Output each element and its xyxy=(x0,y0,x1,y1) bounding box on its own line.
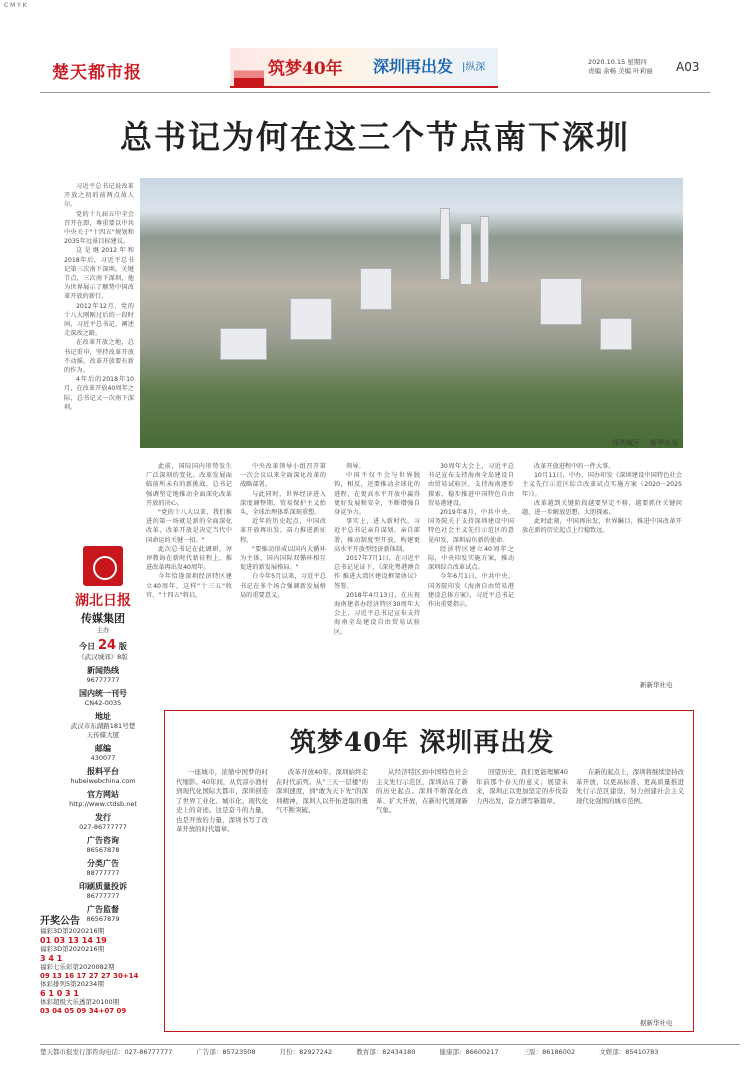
today-label: 今日 xyxy=(79,642,96,651)
headline: 总书记为何在这三个节点南下深圳 xyxy=(119,118,630,156)
sidebar-today xyxy=(68,638,138,653)
article-para: 近年的历史起点，中国改革开放再出发，奋力推进新征程。 xyxy=(240,518,326,544)
article-col-2 xyxy=(146,462,232,692)
article-para: "要推动形成以国内大循环为主体，国内国际双循环相互促进的新发展格局。" xyxy=(240,545,326,572)
print: 86777777 xyxy=(86,892,120,900)
article-col-5 xyxy=(428,462,514,692)
feature-col-4 xyxy=(476,768,568,1018)
lottery-5-title: 体彩超级大乐透第20100期 xyxy=(40,998,120,1006)
ad: 86567878 xyxy=(86,846,120,854)
feature-col-1 xyxy=(176,768,268,1018)
hotline: 96777777 xyxy=(86,676,120,684)
article-para: 2017年7月1日，在习近平总书记见证下，《深化粤港澳合作 推进大湾区建设框架协议》签署。 xyxy=(334,555,420,590)
lottery-box xyxy=(40,912,140,1015)
feature-title: 筑梦40年 深圳再出发 xyxy=(290,728,555,758)
footer-item: 三版：86186002 xyxy=(522,1048,576,1056)
adv-head: 广告监督 xyxy=(87,905,119,914)
footer-item: 教育部：82434180 xyxy=(356,1048,416,1056)
feature-para: 改革开放40年，深圳始终走在时代前列。从"三天一层楼"的深圳速度，到"敢为天下先"的深圳精神，深圳人以开拓进取的勇气不断突破。 xyxy=(276,768,368,814)
lottery-4-nums: 6 1 0 3 1 xyxy=(40,989,79,998)
article-para: 中国不仅不会与世界脱钩，相反，还要推动全球化的进程，在更高水平开放中赢得更好发展和安全，不断增强自身竞争力。 xyxy=(334,472,420,517)
lottery-3-title: 福彩七乐彩第2020082期 xyxy=(40,963,115,971)
photo-credit: 新华社发 xyxy=(650,439,679,447)
pages-unit: 版 xyxy=(118,642,127,651)
cls: 88777777 xyxy=(86,869,120,877)
banner-title-1: 筑梦40年 xyxy=(268,59,343,79)
lottery-4-title: 体彩排列5第20234期 xyxy=(40,980,104,988)
issue-date: 2020.10.15 星期四 xyxy=(588,58,647,66)
article-col-4 xyxy=(334,462,420,692)
zip: 430077 xyxy=(90,754,116,762)
dist-head: 发行 xyxy=(95,813,111,822)
lottery-1-title: 福彩3D第2020216期 xyxy=(40,927,105,935)
photo-building xyxy=(220,328,267,360)
article-para: 改革开放进程中的一件大事。 xyxy=(534,463,615,470)
feature-para: 在新的起点上，深圳将继续坚持改革开放，以更高标准、更高质量推进先行示范区建设，努力创建社会主义现代化强国的城市范例。 xyxy=(576,768,684,805)
lottery-3-nums: 09 13 16 17 27 27 30+14 xyxy=(40,972,139,980)
footer-item: 广告部：85723508 xyxy=(196,1048,256,1056)
report-head: 报料平台 xyxy=(87,767,119,776)
article-para: "党的十八大以来，我们推进的第一场就是新的全面深化改革，改革开放是决定当代中国命运的关键一招。" xyxy=(146,509,232,544)
article-para: 经济特区建立40周年之际，中央印发实施方案，推动深圳综合改革试点。 xyxy=(428,545,514,572)
feature-col-2 xyxy=(276,768,368,1018)
article-para: 党的十九届五中全会召开在即，尊重要以中共中央关于"十四五"规划和2035年远景目标建议。 xyxy=(64,210,134,246)
cls-head: 分类广告 xyxy=(87,859,119,868)
issue-editors: 责编 余畅 美编 叶莉丽 xyxy=(588,67,653,75)
adv: 86567879 xyxy=(86,915,120,923)
article-para: 此时此刻，中国再出发，世界瞩目，推进中国改革开放在新的历史起点上行稳致远。 xyxy=(522,518,682,535)
article-para: 4年后的2018年10月，在改革开放40周年之际，总书记又一次南下深圳。 xyxy=(64,376,134,411)
banner-tag: |纵深 xyxy=(462,62,486,73)
feature-para: 一座城市，浓缩中国梦的时代缩影。40年间，从荒凉小渔村到现代化国际大都市，深圳创造了世界工业化、城市化、现代化史上的奇迹。这是奋斗的力量，也是开放的力量，深圳书写了改革开放的时代篇章。 xyxy=(176,768,268,833)
article-para: 10月11日，中办、国办印发《深圳建设中国特色社会主义先行示范区综合改革试点实施方案（2020－2025年）》。 xyxy=(522,472,682,498)
photo-building xyxy=(440,208,450,280)
photo-building xyxy=(480,216,489,283)
addr-head: 地址 xyxy=(95,712,111,721)
photo-caption xyxy=(612,438,678,448)
today-pages: 24 xyxy=(97,638,117,653)
lottery-1-nums: 01 03 13 14 19 xyxy=(40,936,107,945)
lottery-head: 开奖公告 xyxy=(40,916,80,927)
footer xyxy=(40,1044,740,1059)
site-url[interactable]: http://www.ctdsb.net xyxy=(69,800,137,808)
article-para: 此次总书记在此调研，谆谆教诲在新时代新征程上，推进改革再出发40周年。 xyxy=(146,545,232,572)
photo-building xyxy=(600,318,632,350)
feature-para: 回望历史，我们更能理解40年前那个春天的意义；展望未来，深圳正以更加坚定的步伐奋力再出发，奋力谱写新篇章。 xyxy=(476,768,568,805)
article-para: 事实上，进入新时代，习近平总书记亲自谋划、亲自部署，推动制度型开放，构建更高水平开放型经济新体制。 xyxy=(334,518,420,553)
article-para: 2018年4月13日，在庆祝海南建省办经济特区30周年大会上，习近平总书记宣布支持海南全岛建设自由贸易试验区。 xyxy=(334,591,420,636)
article-para: 白今年5月以来，习近平总书记在多个场合强调新发展格局的重要意义。 xyxy=(240,573,326,599)
article-para: 2012年12月，党的十八大刚刚过后的一段时间，习近平总书记，阐述走深改之路。 xyxy=(64,302,134,338)
article-para: 在改革开放之地，总书记重申，坚持改革开放不动摇，改革开放要有新的作为。 xyxy=(64,339,134,375)
issue-info xyxy=(588,58,668,76)
article-col-3 xyxy=(240,462,326,692)
article-para: 这是继2012年和2018年后，习近平总书记第三次南下深圳。关键节点，三次南下深圳，他为世界展示了顺势中国改革开放的新行。 xyxy=(64,247,134,301)
photo-caption-text: 深圳城区 xyxy=(612,439,640,447)
newspaper-logo: 楚天都市报 xyxy=(52,63,142,83)
feature-col-3 xyxy=(376,768,468,1018)
feature-col-5 xyxy=(576,768,684,1018)
lottery-5-nums: 03 04 05 09 34+07 09 xyxy=(40,1007,127,1015)
sidebar-edition: 《武汉城郊》8版 xyxy=(78,653,128,661)
feature-para: 从经济特区到中国特色社会主义先行示范区，深圳站在了新的历史起点。深圳不断深化改革、扩大开放，在新时代展现新气象。 xyxy=(376,768,468,814)
city-photo xyxy=(140,178,683,448)
skyline-icon xyxy=(234,60,264,86)
article-para: 今年恰逢深圳经济特区建立40周年，这样"十三五"收官、"十四五"将启。 xyxy=(146,573,232,599)
article-col-1 xyxy=(64,182,134,482)
issn: CN42-0035 xyxy=(84,699,122,707)
dist: 027-86777777 xyxy=(79,823,127,831)
hotline-head: 新闻热线 xyxy=(87,666,119,675)
article-para: 30周年大会上，习近平总书记宣布支持海南全岛建设自由贸易试验区，支持海南逐步探索、稳步推进中国特色自由贸易港建设。 xyxy=(428,463,514,507)
article-para: 2019年8月，中共中央、国务院关于支持深圳建设中国特色社会主义先行示范区的意见印发，深圳肩负新的使命。 xyxy=(428,509,514,544)
sidebar xyxy=(68,540,138,924)
page-number: A03 xyxy=(676,60,700,74)
color-registration-mark: C M Y K xyxy=(4,2,27,9)
lottery-2-nums: 3 4 1 xyxy=(40,954,63,963)
footer-item: 月份：82927242 xyxy=(279,1048,333,1056)
header-rule xyxy=(40,92,710,93)
photo-building xyxy=(540,278,582,325)
ad-head: 广告咨询 xyxy=(87,836,119,845)
footer-item: 文娱部：85410783 xyxy=(599,1048,659,1056)
article-signoff: 新新华社电 xyxy=(640,681,673,689)
print-head: 印刷质量投诉 xyxy=(79,882,127,891)
site-head: 官方网站 xyxy=(87,790,119,799)
sidebar-group: 传媒集团 xyxy=(81,612,125,625)
photo-building xyxy=(360,268,392,310)
section-banner xyxy=(230,48,498,88)
article-para: 今年6月1日，中共中央、国务院印发《海南自由贸易港建设总体方案》，习近平总书记作出重要指示。 xyxy=(428,573,514,609)
article-para: 领导。 xyxy=(346,463,365,470)
issn-head: 国内统一刊号 xyxy=(79,689,127,698)
article-para: 中央改革领导小组召开第一次会议以来全面深化改革的战略部署。 xyxy=(240,463,326,489)
zip-head: 邮编 xyxy=(95,744,111,753)
press-group-logo-icon xyxy=(83,546,123,586)
footer-item: 楚天都市报发行部咨询电话：027-86777777 xyxy=(40,1048,173,1056)
article-para: 改革越到关键阶段越要坚定不移，越要抓住关键问题，进一步解放思想、大胆探索。 xyxy=(522,499,682,517)
sidebar-zhuban: 主办 xyxy=(96,626,110,634)
photo-building xyxy=(290,298,332,340)
footer-item: 健康部：86600217 xyxy=(439,1048,499,1056)
article-para: 此前，国际国内形势发生广泛深刻的变化。改革发展面临前所未有的新挑战，总书记强调坚定地推动全面深化改革开放的决心。 xyxy=(146,463,232,507)
article-col-6 xyxy=(522,462,682,692)
sidebar-logo: 湖北日报 xyxy=(75,593,131,609)
report: hubeiwebchina.com xyxy=(70,777,136,785)
article-para: 习近平总书记说改革开放之初的前两点故人尔。 xyxy=(64,183,134,209)
lottery-2-title: 福彩3D第2020216期 xyxy=(40,945,105,953)
photo-building xyxy=(460,223,472,285)
banner-title-2: 深圳再出发 xyxy=(373,57,454,76)
feature-signoff: 据新华社电 xyxy=(640,1019,673,1027)
addr: 武汉市东湖路181号楚天传媒大厦 xyxy=(70,722,136,739)
article-para: 与此同时，世界经济进入深度调整期，贸易保护主义抬头，全球治理体系深刻重塑。 xyxy=(240,490,326,517)
